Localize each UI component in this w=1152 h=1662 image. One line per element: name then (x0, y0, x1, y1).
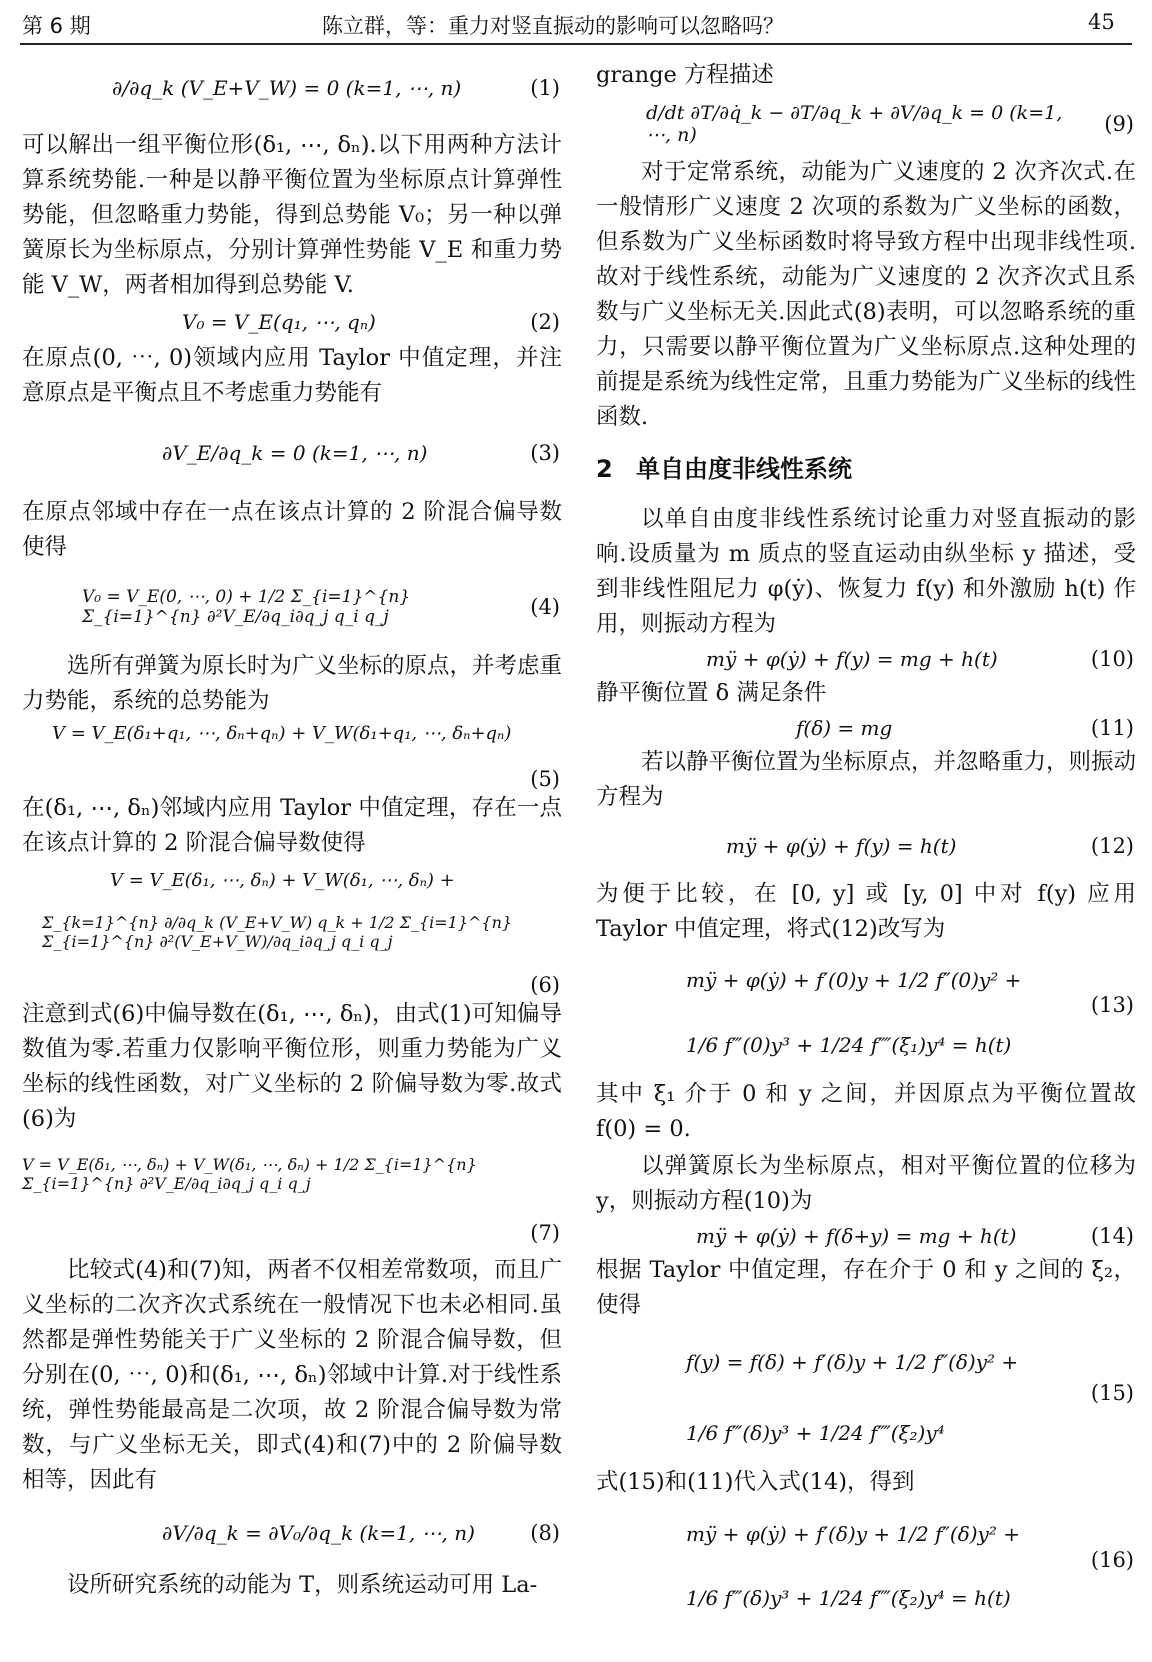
equation-2: V₀ = V_E(q₁, ⋯, qₙ) (2) (182, 310, 560, 334)
equation-number: (16) (1090, 1548, 1134, 1572)
equation-number: (13) (1090, 993, 1134, 1017)
paragraph: 式(15)和(11)代入式(14)，得到 (596, 1469, 915, 1495)
running-header (0, 0, 1152, 50)
equation-1: ∂/∂q_k (V_E+V_W) = 0 (k=1, ⋯, n) (1) (112, 76, 560, 100)
equation-number: (3) (530, 441, 560, 465)
paragraph: 若以静平衡位置为坐标原点，并忽略重力，则振动方程为 (596, 749, 1137, 810)
paragraph: 为便于比较，在 [0, y] 或 [y, 0] 中对 f(y) 应用 Taylor 中值定理，将式(12)改写为 (596, 881, 1136, 942)
paragraph: 注意到式(6)中偏导数在(δ₁, ⋯, δₙ)，由式(1)可知偏导数值为零.若重力仅影响平衡位形，则重力势能为广义坐标的线性函数，对广义坐标的 2 阶偏导数为零.故式(6)为 (22, 1001, 562, 1132)
paragraph: grange 方程描述 (596, 62, 774, 88)
equation-13-line-1: mÿ + φ(ẏ) + f′(0)y + 1/2 f″(0)y² + (13) (686, 968, 1134, 1017)
running-title: 陈立群，等：重力对竖直振动的影响可以忽略吗？ (322, 14, 784, 38)
equation-number: (10) (1090, 647, 1134, 671)
equation-5: V = V_E(δ₁+q₁, ⋯, δₙ+qₙ) + V_W(δ₁+q₁, ⋯, δₙ+qₙ) (5) (52, 723, 560, 791)
equation-12: mÿ + φ(ẏ) + f(y) = h(t) (12) (726, 834, 1134, 858)
left-column (22, 58, 562, 1603)
paragraph: 在原点(0, ⋯, 0)领域内应用 Taylor 中值定理，并注意原点是平衡点且不考虑重力势能有 (22, 345, 562, 406)
paragraph: 设所研究系统的动能为 T，则系统运动可用 La- (67, 1572, 538, 1598)
equation-number: (11) (1090, 716, 1134, 740)
paragraph: 静平衡位置 δ 满足条件 (596, 680, 827, 706)
equation-number: (2) (530, 310, 560, 334)
equation-number: (4) (530, 595, 560, 619)
paragraph: 可以解出一组平衡位形(δ₁, ⋯, δₙ).以下用两种方法计算系统势能.一种是以静平衡位置为坐标原点计算弹性势能，但忽略重力势能，得到总势能 V₀；另一种以弹簧原长为坐标原点，分别计算弹性势能 V_E 和重力势能 V_W，两者相加得到总势能 V. (22, 132, 562, 298)
section-heading: 2 单自由度非线性系统 (596, 455, 852, 483)
issue-number: 第 6 期 (22, 14, 91, 38)
equation-7: V = V_E(δ₁, ⋯, δₙ) + V_W(δ₁, ⋯, δₙ) + 1/2 Σ_{i=1}^{n} Σ_{i=1}^{n} ∂²V_E/∂q_i∂q_j q_i q_j (7) (22, 1155, 560, 1245)
header-rule (20, 43, 1132, 45)
equation-16-line-1: mÿ + φ(ẏ) + f′(δ)y + 1/2 f″(δ)y² + (16) (686, 1522, 1134, 1572)
equation-15-line-2: 1/6 f‴(δ)y³ + 1/24 f⁗(ξ₂)y⁴ (686, 1421, 945, 1445)
equation-number: (15) (1090, 1381, 1134, 1405)
paragraph: 以弹簧原长为坐标原点，相对平衡位置的位移为 y，则振动方程(10)为 (596, 1153, 1136, 1214)
paragraph: 在原点邻域中存在一点在该点计算的 2 阶混合偏导数使得 (22, 499, 562, 560)
equation-number: (7) (530, 1221, 560, 1245)
equation-number: (8) (530, 1521, 560, 1545)
equation-number: (14) (1090, 1224, 1134, 1248)
right-column (596, 58, 1136, 1628)
paragraph: 比较式(4)和(7)知，两者不仅相差常数项，而且广义坐标的二次齐次式系统在一般情况下也未必相同.虽然都是弹性势能关于广义坐标的 2 阶混合偏导数，但分别在(0, ⋯, 0)和(δ₁, ⋯, δₙ)邻域中计算.对于线性系统，弹性势能最高是二次项，故 2 阶混合偏导数为常数，与广义坐标无关，即式(4)和(7)中的 2 阶偏导数相等，因此有 (22, 1257, 562, 1493)
equation-3: ∂V_E/∂q_k = 0 (k=1, ⋯, n) (3) (162, 441, 560, 465)
equation-13-line-2: 1/6 f‴(0)y³ + 1/24 f⁗(ξ₁)y⁴ = h(t) (686, 1033, 1012, 1057)
equation-11: f(δ) = mg (11) (796, 716, 1134, 740)
equation-8: ∂V/∂q_k = ∂V₀/∂q_k (k=1, ⋯, n) (8) (162, 1521, 560, 1545)
page-number: 45 (1088, 10, 1115, 34)
equation-6-line-1: V = V_E(δ₁, ⋯, δₙ) + V_W(δ₁, ⋯, δₙ) + (110, 869, 455, 891)
equation-9: d/dt ∂T/∂q̇_k − ∂T/∂q_k + ∂V/∂q_k = 0 (k=1, ⋯, n) (9) (646, 102, 1134, 146)
paragraph: 对于定常系统，动能为广义速度的 2 次齐次式.在一般情形广义速度 2 次项的系数为广义坐标的函数，但系数为广义坐标函数时将导致方程中出现非线性项.故对于线性系统，动能为广义速度的 2 次齐次式且系数与广义坐标无关.因此式(8)表明，可以忽略系统的重力，只需要以静平衡位置为广义坐标原点.这种处理的前提是系统为线性定常，且重力势能为广义坐标的线性函数. (596, 159, 1137, 430)
equation-number: (12) (1090, 834, 1134, 858)
paragraph: 以单自由度非线性系统讨论重力对竖直振动的影响.设质量为 m 质点的竖直运动由纵坐标 y 描述，受到非线性阻尼力 φ(ẏ)、恢复力 f(y) 和外激励 h(t) 作用，则振动方程为 (596, 506, 1136, 637)
equation-15-line-1: f(y) = f(δ) + f′(δ)y + 1/2 f″(δ)y² + (15) (686, 1350, 1134, 1405)
equation-number: (6) (530, 973, 560, 997)
equation-number: (1) (530, 76, 560, 100)
equation-number: (9) (1104, 112, 1134, 136)
equation-4: V₀ = V_E(0, ⋯, 0) + 1/2 Σ_{i=1}^{n} Σ_{i=1}^{n} ∂²V_E/∂q_i∂q_j q_i q_j (4) (82, 587, 560, 627)
equation-10: mÿ + φ(ẏ) + f(y) = mg + h(t) (10) (706, 647, 1134, 671)
paragraph: 在(δ₁, ⋯, δₙ)邻域内应用 Taylor 中值定理，存在一点在该点计算的 2 阶混合偏导数使得 (22, 795, 562, 856)
equation-16-line-2: 1/6 f‴(δ)y³ + 1/24 f⁗(ξ₂)y⁴ = h(t) (686, 1586, 1011, 1610)
paragraph: 选所有弹簧为原长时为广义坐标的原点，并考虑重力势能，系统的总势能为 (22, 653, 563, 714)
paragraph: 其中 ξ₁ 介于 0 和 y 之间，并因原点为平衡位置故 f(0) = 0. (596, 1081, 1136, 1142)
equation-number: (5) (530, 767, 560, 791)
equation-6-line-2: Σ_{k=1}^{n} ∂/∂q_k (V_E+V_W) q_k + 1/2 Σ_{i=1}^{n} Σ_{i=1}^{n} ∂²(V_E+V_W)/∂q_i∂q_j q_i q_j (6) (42, 913, 560, 997)
paragraph: 根据 Taylor 中值定理，存在介于 0 和 y 之间的 ξ₂，使得 (596, 1257, 1136, 1318)
equation-14: mÿ + φ(ẏ) + f(δ+y) = mg + h(t) (14) (696, 1224, 1134, 1248)
